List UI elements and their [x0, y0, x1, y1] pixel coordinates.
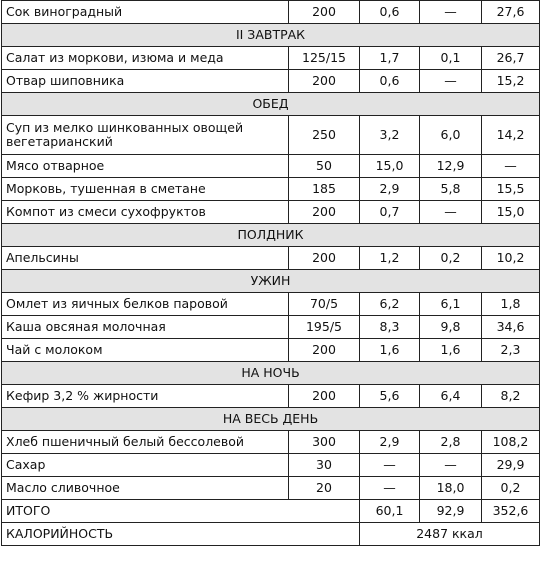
dish-name: Мясо отварное: [2, 155, 289, 178]
section-header-row: [2, 270, 540, 293]
dish-carbs: 15,5: [482, 178, 540, 201]
dish-name: Сок виноградный: [2, 1, 289, 24]
dish-weight: 300: [289, 431, 360, 454]
dish-carbs: 8,2: [482, 385, 540, 408]
table-row: [2, 247, 540, 270]
dish-protein: 0,7: [360, 201, 420, 224]
section-header-row: [2, 24, 540, 47]
section-title: ОБЕД: [2, 93, 540, 116]
dish-protein: 2,9: [360, 178, 420, 201]
table-row: [2, 316, 540, 339]
dish-weight: 250: [289, 116, 360, 155]
dish-carbs: 1,8: [482, 293, 540, 316]
dish-weight: 200: [289, 201, 360, 224]
dish-carbs: 10,2: [482, 247, 540, 270]
dish-weight: 125/15: [289, 47, 360, 70]
dish-fat: 18,0: [420, 477, 482, 500]
dish-name: Сахар: [2, 454, 289, 477]
dish-name: Кефир 3,2 % жирности: [2, 385, 289, 408]
dish-protein: 0,6: [360, 70, 420, 93]
dish-carbs: 29,9: [482, 454, 540, 477]
section-title: НА ВЕСЬ ДЕНЬ: [2, 408, 540, 431]
table-row: [2, 155, 540, 178]
dish-fat: —: [420, 454, 482, 477]
dish-fat: 12,9: [420, 155, 482, 178]
dish-protein: —: [360, 477, 420, 500]
dish-carbs: 0,2: [482, 477, 540, 500]
dish-carbs: —: [482, 155, 540, 178]
dish-carbs: 26,7: [482, 47, 540, 70]
dish-protein: 3,2: [360, 116, 420, 155]
dish-fat: 6,1: [420, 293, 482, 316]
total-fat: 92,9: [420, 500, 482, 523]
dish-carbs: 15,2: [482, 70, 540, 93]
dish-carbs: 27,6: [482, 1, 540, 24]
dish-name: Апельсины: [2, 247, 289, 270]
dish-weight: 195/5: [289, 316, 360, 339]
dish-protein: 6,2: [360, 293, 420, 316]
table-row: [2, 1, 540, 24]
dish-weight: 30: [289, 454, 360, 477]
dish-name: Масло сливочное: [2, 477, 289, 500]
dish-fat: —: [420, 70, 482, 93]
dish-weight: 70/5: [289, 293, 360, 316]
total-protein: 60,1: [360, 500, 420, 523]
table-row: [2, 385, 540, 408]
table-row: [2, 201, 540, 224]
section-title: II ЗАВТРАК: [2, 24, 540, 47]
dish-protein: 2,9: [360, 431, 420, 454]
dish-protein: 5,6: [360, 385, 420, 408]
dish-weight: 200: [289, 247, 360, 270]
dish-name: Компот из смеси сухофруктов: [2, 201, 289, 224]
dish-protein: 8,3: [360, 316, 420, 339]
dish-protein: 1,2: [360, 247, 420, 270]
dish-weight: 200: [289, 70, 360, 93]
table-row: [2, 477, 540, 500]
calories-value: 2487 ккал: [360, 523, 540, 546]
total-label: ИТОГО: [2, 500, 360, 523]
table-row: [2, 47, 540, 70]
table-row: [2, 339, 540, 362]
dish-carbs: 15,0: [482, 201, 540, 224]
dish-fat: 6,4: [420, 385, 482, 408]
dish-fat: 1,6: [420, 339, 482, 362]
dish-fat: 0,1: [420, 47, 482, 70]
dish-fat: —: [420, 1, 482, 24]
dish-name: Каша овсяная молочная: [2, 316, 289, 339]
section-header-row: [2, 224, 540, 247]
table-row: [2, 431, 540, 454]
table-row: [2, 70, 540, 93]
dish-protein: 0,6: [360, 1, 420, 24]
total-carbs: 352,6: [482, 500, 540, 523]
dish-weight: 200: [289, 385, 360, 408]
dish-carbs: 2,3: [482, 339, 540, 362]
calories-label: КАЛОРИЙНОСТЬ: [2, 523, 360, 546]
dish-weight: 185: [289, 178, 360, 201]
section-title: УЖИН: [2, 270, 540, 293]
dish-name: Чай с молоком: [2, 339, 289, 362]
dish-name: Суп из мелко шинкованных овощей вегетарианский: [2, 116, 289, 155]
dish-fat: 9,8: [420, 316, 482, 339]
table-row: [2, 454, 540, 477]
dish-name: Хлеб пшеничный белый бессолевой: [2, 431, 289, 454]
dish-carbs: 108,2: [482, 431, 540, 454]
dish-fat: 0,2: [420, 247, 482, 270]
dish-weight: 200: [289, 339, 360, 362]
dish-weight: 20: [289, 477, 360, 500]
dish-fat: 2,8: [420, 431, 482, 454]
dish-fat: 5,8: [420, 178, 482, 201]
table-row: [2, 116, 540, 155]
dish-carbs: 14,2: [482, 116, 540, 155]
dish-fat: —: [420, 201, 482, 224]
dish-protein: 1,6: [360, 339, 420, 362]
section-header-row: [2, 408, 540, 431]
section-title: НА НОЧЬ: [2, 362, 540, 385]
dish-protein: 15,0: [360, 155, 420, 178]
diet-menu-table: [1, 0, 540, 546]
dish-weight: 200: [289, 1, 360, 24]
dish-protein: —: [360, 454, 420, 477]
dish-carbs: 34,6: [482, 316, 540, 339]
dish-fat: 6,0: [420, 116, 482, 155]
section-title: ПОЛДНИК: [2, 224, 540, 247]
dish-name: Морковь, тушенная в сметане: [2, 178, 289, 201]
table-row: [2, 293, 540, 316]
dish-protein: 1,7: [360, 47, 420, 70]
dish-name: Отвар шиповника: [2, 70, 289, 93]
section-header-row: [2, 362, 540, 385]
dish-name: Салат из моркови, изюма и меда: [2, 47, 289, 70]
dish-name: Омлет из яичных белков паровой: [2, 293, 289, 316]
table-row: [2, 178, 540, 201]
section-header-row: [2, 93, 540, 116]
dish-weight: 50: [289, 155, 360, 178]
total-row: [2, 500, 540, 523]
calories-row: [2, 523, 540, 546]
